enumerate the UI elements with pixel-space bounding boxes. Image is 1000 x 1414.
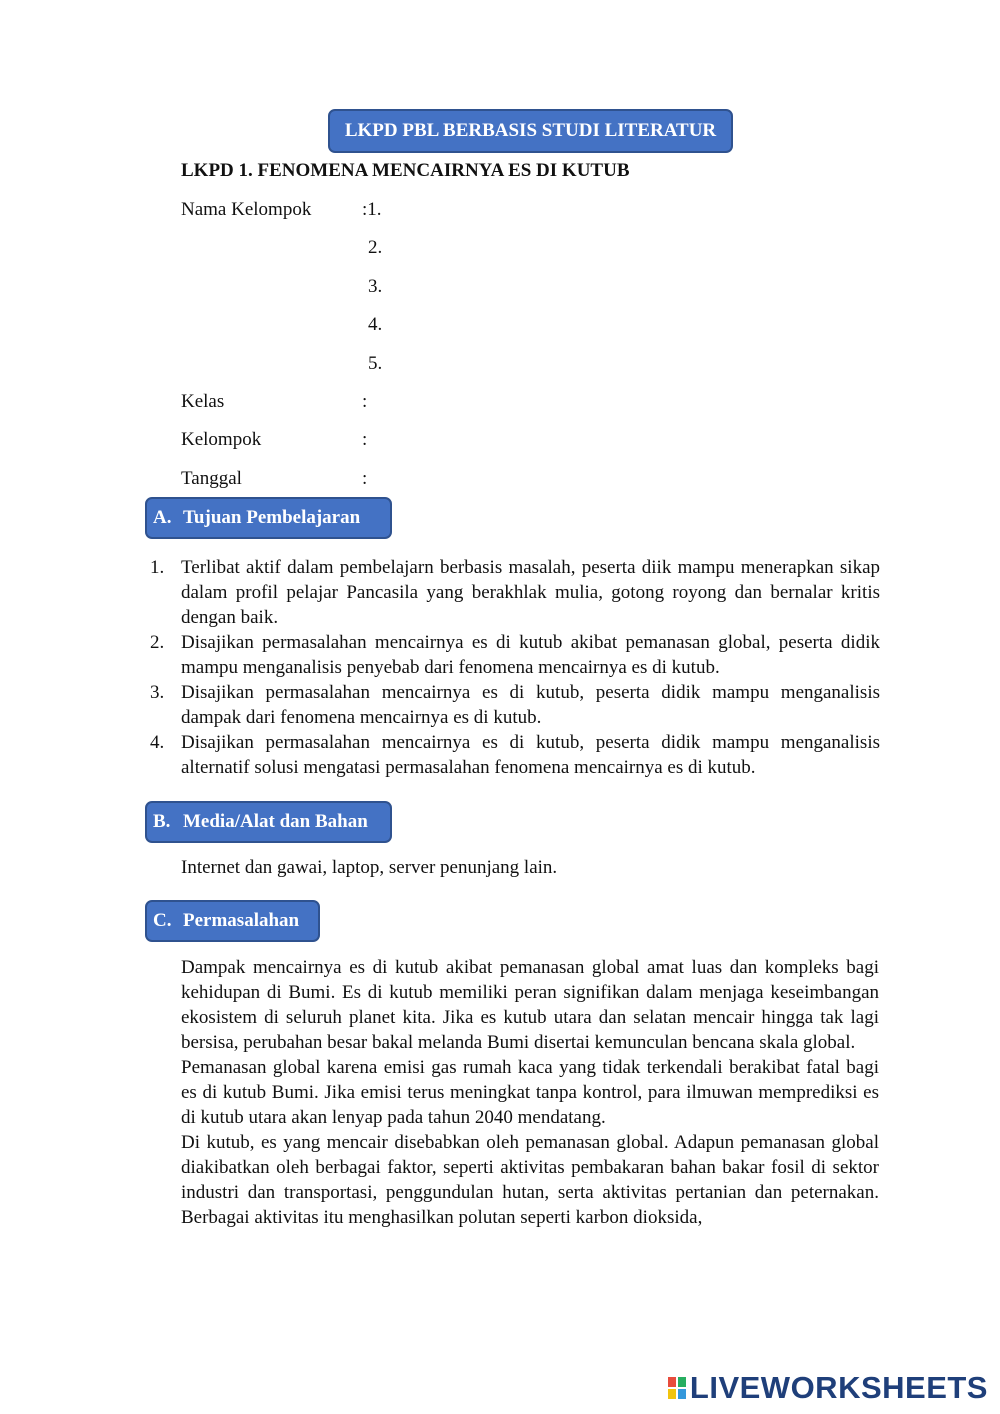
kelompok-label: Kelompok (181, 429, 262, 450)
problem-paragraph-2: Pemanasan global karena emisi gas rumah kaca yang tidak terkendali berakibat fatal bagi es di kutub Bumi. Jika emisi terus meningkat tanpa kontrol, para ilmuwan memprediksi es di kutub utara akan lenyap pada tahun 2040 mendatang. (181, 1057, 879, 1128)
list-item (144, 630, 880, 680)
member-slot-1: :1. (362, 199, 382, 220)
nama-kelompok-label: Nama Kelompok (181, 199, 312, 220)
objectives-list (144, 555, 880, 780)
list-item (144, 730, 880, 780)
member-slot-4: 4. (368, 314, 383, 335)
list-item (144, 680, 880, 730)
list-item (144, 555, 880, 630)
liveworksheets-logo (668, 1370, 988, 1406)
member-slot-3: 3. (368, 276, 383, 297)
section-a-title: Tujuan Pembelajaran (183, 507, 361, 528)
kelompok-colon: : (362, 429, 368, 450)
section-a-header (145, 497, 392, 539)
item-number: 1. (150, 557, 165, 578)
worksheet-banner (328, 109, 733, 153)
item-number: 3. (150, 682, 165, 703)
worksheet-subtitle: LKPD 1. FENOMENA MENCAIRNYA ES DI KUTUB (181, 160, 630, 181)
kelas-colon: : (362, 391, 368, 412)
section-c-letter: C. (153, 910, 172, 931)
item-text: Disajikan permasalahan mencairnya es di kutub akibat pemanasan global, peserta didik mampu menganalisis penyebab dari fenomena mencairnya es di kutub. (181, 632, 880, 678)
problem-text (181, 955, 879, 1230)
section-c-title: Permasalahan (183, 910, 300, 931)
item-text: Disajikan permasalahan mencairnya es di kutub, peserta didik mampu menganalisis dampak dari fenomena mencairnya es di kutub. (181, 682, 880, 728)
section-c-header (145, 900, 320, 942)
section-a-letter: A. (153, 507, 172, 528)
media-text: Internet dan gawai, laptop, server penunjang lain. (181, 857, 558, 878)
tanggal-label: Tanggal (181, 468, 242, 489)
section-b-letter: B. (153, 811, 171, 832)
item-number: 2. (150, 632, 165, 653)
member-slot-5: 5. (368, 353, 383, 374)
item-number: 4. (150, 732, 165, 753)
banner-text: LKPD PBL BERBASIS STUDI LITERATUR (344, 120, 717, 141)
section-b-header (145, 801, 392, 843)
logo-text: LIVEWORKSHEETS (689, 1370, 988, 1405)
problem-paragraph-3: Di kutub, es yang mencair disebabkan oleh pemanasan global. Adapun pemanasan global diakibatkan oleh berbagai faktor, seperti aktivitas pembakaran bahan bakar fosil di sektor industri dan transportasi, penggundulan hutan, serta aktivitas pertanian dan peternakan. Berbagai aktivitas itu menghasilkan polutan seperti karbon dioksida, (181, 1132, 879, 1228)
item-text: Terlibat aktif dalam pembelajarn berbasis masalah, peserta diik mampu menerapkan sikap dalam profil pelajar Pancasila yang berakhlak mulia, gotong royong dan bernalar kritis dengan baik. (181, 557, 880, 628)
kelas-label: Kelas (181, 391, 225, 412)
member-slot-2: 2. (368, 237, 383, 258)
item-text: Disajikan permasalahan mencairnya es di kutub, peserta didik mampu menganalisis alternatif solusi mengatasi permasalahan fenomena mencairnya es di kutub. (181, 732, 880, 778)
tanggal-colon: : (362, 468, 368, 489)
section-b-title: Media/Alat dan Bahan (183, 811, 368, 832)
problem-paragraph-1: Dampak mencairnya es di kutub akibat pemanasan global amat luas dan kompleks bagi kehidupan di Bumi. Es di kutub memiliki peran signifikan dalam menjaga keseimbangan ekosistem di seluruh planet kita. Jika es kutub utara dan selatan mencair hingga tak lagi bersisa, perubahan besar bakal melanda Bumi disertai kemunculan bencana skala global. (181, 957, 879, 1053)
logo-blocks-icon (668, 1377, 686, 1399)
